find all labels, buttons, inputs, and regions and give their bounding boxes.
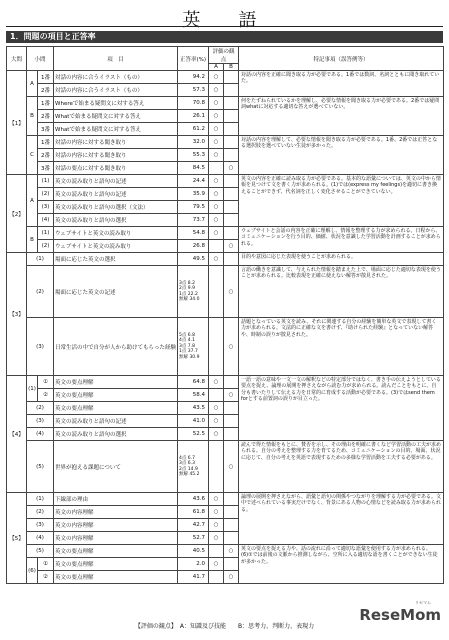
item-cell: 場面に応じた英文の選択 [54, 253, 178, 266]
rate-cell: 35.9 [178, 188, 209, 201]
table-row [7, 376, 444, 389]
rate-breakdown [178, 441, 209, 493]
shomon-sub: 3番 [38, 162, 54, 175]
view-b-cell: ○ [224, 162, 239, 175]
note-cell: 一語一語の意味や一文一文の解釈などの特定部分ではなく、書き手の伝えようとしている要点を捉え、論理の展開を押さえながら読む力が求められる。読んだことをもとに、自分も書いたりして伝える力を日常的に育成する活動が必要である。(3)ではsend them forとする前置詞の誤りが目立った。 [239, 376, 444, 441]
note-cell: 対話の内容を正確に聞き取る力が必要である。1番では数詞、名詞とともに聞き取れていた。 [239, 71, 444, 97]
item-cell: 下線部の理由 [54, 493, 178, 506]
view-a-cell: ○ [209, 558, 224, 571]
view-a-cell: ○ [209, 175, 224, 188]
item-cell: Whereで始まる疑問文に対する答え [54, 97, 178, 110]
header-view: 評価の観点 [209, 47, 239, 64]
rate-line: 1点 22.2 [179, 291, 198, 297]
resemom-logo [359, 600, 441, 624]
daimon-label: 【5】 [7, 493, 27, 584]
shomon-label: (2) [27, 266, 54, 318]
note-cell: 論理の展開を押さえながら、語彙と語句の関係やつながりを理解する力が必要である。文中で述べられている事実だけでなく、背景にある人物の心情などを読み取る力が求められる。 [239, 493, 444, 545]
item-cell: ウェブサイトと英文の読み取り [54, 227, 178, 240]
view-b-cell [224, 519, 239, 532]
item-cell: 対話の内容に合うイラスト（もの） [54, 71, 178, 84]
rate-cell: 64.8 [178, 376, 209, 389]
rate-cell: 2.0 [178, 558, 209, 571]
shomon-sub: (2) [38, 240, 54, 253]
shomon-label: (1) [27, 493, 54, 506]
rate-cell: 26.8 [178, 240, 209, 253]
view-a-cell [209, 545, 224, 558]
shomon-label: (4) [27, 428, 54, 441]
header-b: B [224, 64, 239, 71]
rate-cell: 41.7 [178, 571, 209, 584]
view-a-cell [209, 318, 224, 376]
shomon-label: A [27, 71, 38, 97]
rate-cell: 43.5 [178, 402, 209, 415]
view-b-cell [224, 227, 239, 240]
rate-cell: 73.7 [178, 214, 209, 227]
rate-cell: 94.2 [178, 71, 209, 84]
item-cell: 英文の要点理解 [54, 389, 178, 402]
view-a-cell [209, 240, 224, 253]
rate-cell: 57.3 [178, 84, 209, 97]
daimon-label: 【3】 [7, 253, 27, 376]
rate-line: 3点 6.3 [179, 461, 195, 466]
view-b-cell: ○ [224, 571, 239, 584]
view-b-cell [224, 136, 239, 149]
view-a-cell: ○ [209, 214, 224, 227]
rate-line: 3点 8.2 [179, 280, 195, 286]
view-a-cell: ○ [209, 136, 224, 149]
view-a-cell: ○ [209, 201, 224, 214]
view-b-cell [224, 149, 239, 162]
rate-cell: 58.4 [178, 389, 209, 402]
shomon-sub: 1番 [38, 71, 54, 84]
rate-line: 無解 34.0 [179, 297, 200, 302]
shomon-sub: ② [38, 571, 54, 584]
rate-line: 無解 30.9 [179, 354, 200, 360]
view-a-cell: ○ [209, 227, 224, 240]
view-b-cell [224, 71, 239, 84]
table-row [7, 227, 444, 240]
daimon-label: 【2】 [7, 175, 27, 253]
shomon-sub: ② [38, 389, 54, 402]
note-cell: 話題となっている英文を読み、それに関連する自分の経験を簡単な英文で表現して書く力が求められる。文法的に正確な文を書けず、『助けられた経験』となっていない解答や、時制の誤りが散見された。 [239, 318, 444, 376]
view-a-cell [209, 571, 224, 584]
rate-line: 5点 6.8 [179, 332, 195, 338]
view-a-cell: ○ [209, 123, 224, 136]
shomon-sub: (3) [38, 201, 54, 214]
view-a-cell: ○ [209, 149, 224, 162]
item-cell: 英文の読み取りと語句の記述 [54, 188, 178, 201]
view-b-cell [224, 97, 239, 110]
item-cell: 英文の要点理解 [54, 545, 178, 558]
shomon-sub: 2番 [38, 149, 54, 162]
table-row [7, 441, 444, 493]
daimon-label: 【1】 [7, 71, 27, 175]
note-cell: 何をたずねられているかを理解し、必要な情報を聞き取る力が必要である。2番では疑問詞whatに対応する適切な答えが選べていない。 [239, 97, 444, 136]
header-shomon: 小問 [27, 47, 54, 71]
rate-cell: 55.3 [178, 149, 209, 162]
table-row [7, 493, 444, 506]
evaluation-legend: 【評価の観点】 A：知識及び技能 B：思考力、判断力、表現力 [134, 623, 315, 630]
table-row [7, 175, 444, 188]
view-b-cell [224, 402, 239, 415]
table-row [7, 136, 444, 149]
item-cell: 対話の内容に対する聞き取り [54, 136, 178, 149]
shomon-sub: (2) [38, 188, 54, 201]
shomon-sub: ① [38, 376, 54, 389]
rate-cell: 84.5 [178, 162, 209, 175]
view-a-cell: ○ [209, 493, 224, 506]
item-cell: 英文の要点理解 [54, 571, 178, 584]
view-b-cell [224, 376, 239, 389]
view-a-cell [209, 266, 224, 318]
shomon-label: (4) [27, 532, 54, 545]
item-cell: 英文の内容理解 [54, 532, 178, 545]
table-row [7, 318, 444, 376]
header-a: A [209, 64, 224, 71]
shomon-label: B [27, 97, 38, 136]
item-cell: 対話の要点に対する聞き取り [54, 162, 178, 175]
header-rate: 正答率(%) [178, 47, 209, 71]
rate-cell: 26.1 [178, 110, 209, 123]
rate-line: 4点 6.7 [179, 455, 195, 461]
shomon-sub: (1) [38, 227, 54, 240]
view-a-cell [209, 389, 224, 402]
rate-line: 2点 14.9 [179, 466, 198, 472]
view-a-cell: ○ [209, 428, 224, 441]
shomon-label: (5) [27, 441, 54, 493]
view-a-cell: ○ [209, 532, 224, 545]
rate-cell: 41.0 [178, 415, 209, 428]
rate-cell: 40.5 [178, 545, 209, 558]
table-row [7, 266, 444, 318]
item-cell: 日常生活の中で自分が人から助けてもらった経験 [54, 318, 178, 376]
view-b-cell [224, 110, 239, 123]
note-cell: ウェブサイトと会話の内容を正確に理解し、情報を整理する力が求められる。日程から、コミュニケーションを行う目的、価値、状況を意識した学習活動を計画することが求められる。 [239, 227, 444, 253]
view-a-cell: ○ [209, 71, 224, 84]
daimon-label: 【4】 [7, 376, 27, 493]
view-a-cell: ○ [209, 253, 224, 266]
shomon-label: (5) [27, 545, 54, 558]
shomon-sub: (4) [38, 214, 54, 227]
rate-cell: 52.5 [178, 428, 209, 441]
view-b-cell [224, 428, 239, 441]
rate-cell: 43.6 [178, 493, 209, 506]
view-b-cell: ○ [224, 266, 239, 318]
rate-cell: 52.7 [178, 532, 209, 545]
view-b-cell [224, 493, 239, 506]
rate-line: 4点 4.1 [179, 338, 195, 344]
view-b-cell [224, 175, 239, 188]
view-b-cell [224, 84, 239, 97]
rate-breakdown [178, 318, 209, 376]
page-title: 英 語 [182, 10, 267, 31]
shomon-label: (1) [27, 376, 38, 402]
rate-cell: 32.0 [178, 136, 209, 149]
table-row [7, 545, 444, 558]
item-cell: Whatで始まる疑問文に対する答え [54, 110, 178, 123]
rate-cell: 42.7 [178, 519, 209, 532]
view-a-cell: ○ [209, 110, 224, 123]
item-cell: 世界が抱える課題について [54, 441, 178, 493]
rate-cell: 49.5 [178, 253, 209, 266]
logo-text: ReseMom [359, 606, 441, 624]
view-a-cell: ○ [209, 84, 224, 97]
item-cell: 英文の読み取りと語句の記述 [54, 175, 178, 188]
rate-cell: 61.2 [178, 123, 209, 136]
view-a-cell [209, 441, 224, 493]
rate-cell: 61.8 [178, 506, 209, 519]
logo-ruby: リセマム [415, 600, 431, 605]
view-a-cell: ○ [209, 376, 224, 389]
view-b-cell [224, 253, 239, 266]
item-cell: 英文の要点理解 [54, 558, 178, 571]
item-cell: ウェブサイトと英文の読み取り [54, 240, 178, 253]
table-row [7, 71, 444, 84]
view-b-cell: ○ [224, 318, 239, 376]
item-cell: 英文の要点理解 [54, 376, 178, 389]
view-a-cell: ○ [209, 188, 224, 201]
shomon-label: (2) [27, 402, 54, 415]
note-cell: 読んで得た情報をもとに、賛否を示し、その理由を明確に書くなど学習活動の工夫が求められる。自分の考えを整理する力を育てるため、コミュニケーションの目的、場面、状況に応じて、自分の考えを英語で表現するための多様な学習活動を工夫する必要がある。 [239, 441, 444, 493]
item-cell: 場面に応じた英文の記述 [54, 266, 178, 318]
shomon-label: (6) [27, 558, 38, 584]
rate-line: 無解 45.2 [179, 472, 200, 477]
view-b-cell [224, 123, 239, 136]
note-cell: 対話の内容を理解して、必要な情報を聞き取る力が必要である。1番、2番では正答となる選択肢を選べていない生徒が多かった。 [239, 136, 444, 175]
view-b-cell: ○ [224, 545, 239, 558]
view-b-cell: ○ [224, 240, 239, 253]
rate-cell: 24.4 [178, 175, 209, 188]
shomon-sub: 2番 [38, 110, 54, 123]
rate-cell: 54.8 [178, 227, 209, 240]
header-note: 特記事項（誤答例等） [239, 47, 444, 71]
shomon-label: (3) [27, 318, 54, 376]
shomon-label: B [27, 227, 38, 253]
shomon-sub: 1番 [38, 136, 54, 149]
title-rule [6, 26, 443, 27]
rate-line: 3点 7.8 [179, 343, 195, 349]
view-b-cell [224, 558, 239, 571]
item-cell: 英文の読み取りと語句の記述 [54, 415, 178, 428]
view-a-cell: ○ [209, 97, 224, 110]
view-b-cell [224, 506, 239, 519]
view-b-cell [224, 201, 239, 214]
item-cell: 英文の読み取りと語句の選択（文法） [54, 201, 178, 214]
header-item: 項 目 [54, 47, 178, 71]
item-cell: 英文の要点理解 [54, 402, 178, 415]
item-cell: Whatで始まる疑問文に対する答え [54, 123, 178, 136]
view-a-cell: ○ [209, 402, 224, 415]
view-a-cell [209, 162, 224, 175]
rate-breakdown [178, 266, 209, 318]
view-b-cell [224, 188, 239, 201]
view-b-cell [224, 415, 239, 428]
view-b-cell [224, 532, 239, 545]
note-cell: 言語の働きを意識して、与えられた情報を踏まえた上で、場面に応じた適切な表現を使うことが求められる。比較表現を正確に使えない解答が散見された。 [239, 266, 444, 318]
shomon-label: (2) [27, 506, 54, 519]
table-row [7, 253, 444, 266]
shomon-label: A [27, 175, 38, 227]
view-b-cell: ○ [224, 441, 239, 493]
item-cell: 英文の内容理解 [54, 506, 178, 519]
table-row [7, 97, 444, 110]
note-cell: 英文の要点を捉える力や、話の流れに沿って適切な語彙を使用する力が求められる。(6)①では前後の文脈から推測しながら、空所に入る適切な語を書くことができない生徒が多かった。 [239, 545, 444, 584]
item-cell: 英文の読み取りと語句の選択 [54, 428, 178, 441]
shomon-sub: ① [38, 558, 54, 571]
view-a-cell: ○ [209, 415, 224, 428]
item-cell: 対話の内容に合うイラスト（もの） [54, 84, 178, 97]
section-heading: 1．問題の項目と正答率 [6, 31, 443, 43]
rate-cell: 70.8 [178, 97, 209, 110]
shomon-label: (3) [27, 415, 54, 428]
result-table [6, 46, 444, 584]
shomon-sub: 2番 [38, 84, 54, 97]
shomon-sub: 1番 [38, 97, 54, 110]
shomon-label: (1) [27, 253, 54, 266]
rate-line: 1点 37.7 [179, 349, 198, 355]
item-cell: 対話の内容に対する聞き取り [54, 149, 178, 162]
header-daimon: 大問 [7, 47, 27, 71]
shomon-sub: (1) [38, 175, 54, 188]
rate-cell: 79.5 [178, 201, 209, 214]
view-a-cell: ○ [209, 506, 224, 519]
view-b-cell: ○ [224, 389, 239, 402]
rate-line: 2点 9.9 [179, 286, 195, 291]
item-cell: 英文の内容理解 [54, 519, 178, 532]
view-b-cell [224, 214, 239, 227]
note-cell: 目的や意図に応じた表現を使うことが求められる。 [239, 253, 444, 266]
view-a-cell: ○ [209, 519, 224, 532]
note-cell: 英文の内容を正確に読み取る力が必要である。基本的な語彙については、英文の中から情報を見つけて文を書く力が求められる。(1)では(express my feelings)を適切に書き換えることができず、代名詞を正しく変化させることができていない。 [239, 175, 444, 227]
shomon-sub: 3番 [38, 123, 54, 136]
shomon-label: C [27, 136, 38, 175]
shomon-label: (3) [27, 519, 54, 532]
item-cell: 英文の読み取りと語句の選択 [54, 214, 178, 227]
